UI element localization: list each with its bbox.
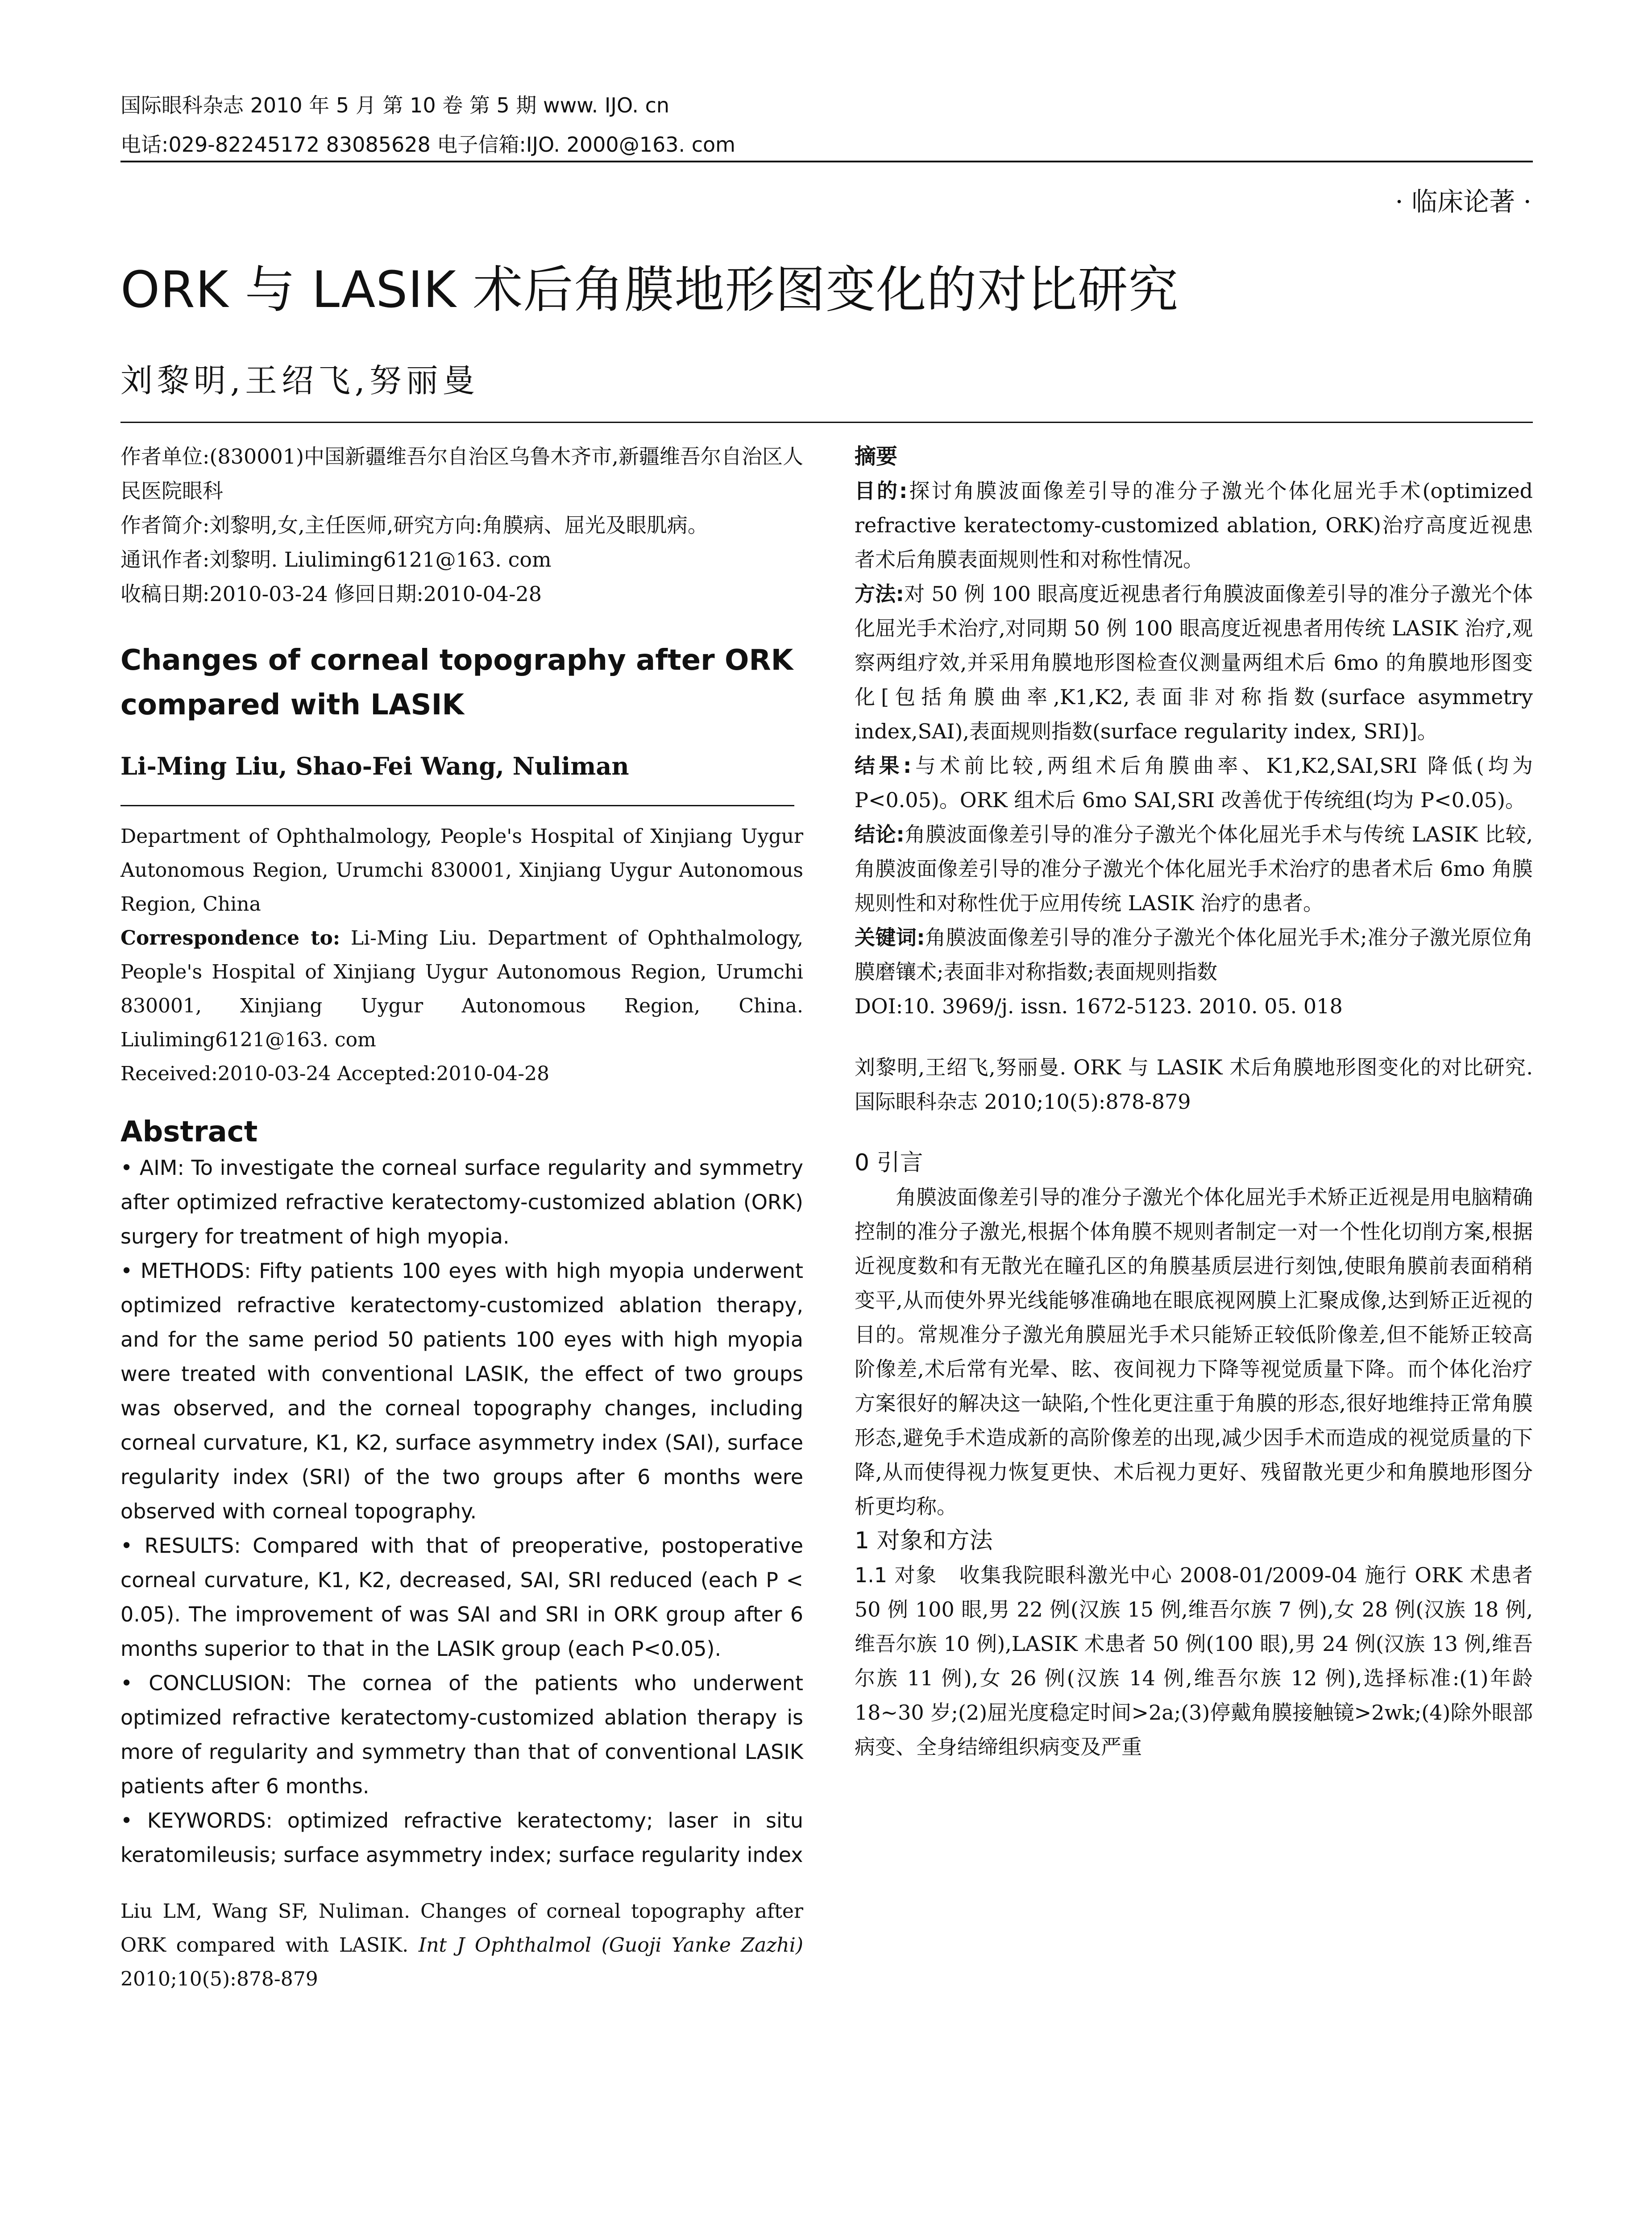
- english-citation: [120, 1895, 803, 1996]
- cn-abstract-conclusion: [855, 817, 1533, 921]
- title-rule: [120, 422, 1533, 423]
- abstract-methods: • METHODS: Fifty patients 100 eyes with high myopia underwent optimized refractive keratectomy-customized ablation therapy, and for the same period 50 patients 100 eyes with high myopia were treated with conventional LASIK, the effect of two groups was observed, and the corneal topography changes, including corneal curvature, K1, K2, surface asymmetry index (SAI), surface regularity index (SRI) of the two groups after 6 months were observed with corneal topography.: [120, 1259, 803, 1523]
- english-affiliation: Department of Ophthalmology, People's Hospital of Xinjiang Uygur Autonomous Region, Urumchi 830001, Xinjiang Uygur Autonomous Region, China: [120, 825, 803, 916]
- subsection-text: 收集我院眼科激光中心 2008-01/2009-04 施行 ORK 术患者 50 例 100 眼,男 22 例(汉族 15 例,维吾尔族 7 例),女 28 例(汉族 18 例,维吾尔族 10 例),LASIK 术患者 50 例(100 眼),男 24 例(汉族 13 例,维吾尔族 11 例),女 26 例(汉族 14 例,维吾尔族 12 例),选择标准:(1)年龄 18~30 岁;(2)屈光度稳定时间>2a;(3)停戴角膜接触镜>2wk;(4)除外眼部病变、全身结缔组织病变及严重: [855, 1563, 1533, 1759]
- intro-paragraph: 角膜波面像差引导的准分子激光个体化屈光手术矫正近视是用电脑精确控制的准分子激光,根据个体角膜不规则者制定一对一个性化切削方案,根据近视度数和有无散光在瞳孔区的角膜基质层进行刻蚀,使眼角膜前表面稍稍变平,从而使外界光线能够准确地在眼底视网膜上汇聚成像,达到矫正近视的目的。常规准分子激光角膜屈光手术只能矫正较低阶像差,但不能矫正较高阶像差,术后常有光晕、眩、夜间视力下降等视觉质量下降。而个体化治疗方案很好的解决这一缺陷,个性化更注重于角膜的形态,很好地维持正常角膜形态,避免手术造成新的高阶像差的出现,减少因手术而造成的视觉质量的下降,从而使得视力恢复更快、术后视力更好、残留散光更少和角膜地形图分析更均称。: [855, 1185, 1533, 1518]
- correspondence-label: Correspondence to:: [120, 927, 340, 950]
- right-column: [855, 440, 1533, 1764]
- abstract-heading: Abstract: [120, 1116, 258, 1149]
- intro-heading: 0 引言: [855, 1149, 923, 1176]
- correspondence: [120, 921, 803, 1057]
- subsection-label: 1.1 对象: [855, 1563, 938, 1587]
- en-authors-rule: [120, 805, 794, 806]
- author-bio: 作者简介:刘黎明,女,主任医师,研究方向:角膜病、屈光及眼肌病。: [120, 513, 708, 537]
- citation-authors-title: Liu LM, Wang SF, Nuliman. Changes of corneal topography after ORK compared with LASIK.: [120, 1900, 803, 1957]
- section-tag: · 临床论著 ·: [1395, 187, 1532, 217]
- cn-methods-label: 方法:: [855, 582, 904, 606]
- cn-conclusion-label: 结论:: [855, 822, 905, 846]
- chinese-authors: 刘黎明,王绍飞,努丽曼: [120, 362, 479, 399]
- cn-keywords-text: 角膜波面像差引导的准分子激光个体化屈光手术;准分子激光原位角膜磨镶术;表面非对称指数;表面规则指数: [855, 925, 1533, 984]
- received-dates-cn: 收稿日期:2010-03-24 修回日期:2010-04-28: [120, 582, 542, 606]
- methods-heading: 1 对象和方法: [855, 1527, 993, 1554]
- cn-methods-text: 对 50 例 100 眼高度近视患者行角膜波面像差引导的准分子激光个体化屈光手术治疗,对同期 50 例 100 眼高度近视患者用传统 LASIK 治疗,观察两组疗效,并采用角膜地形图检查仪测量两组术后 6mo 的角膜地形图变化[包括角膜曲率,K1,K2,表面非对称指数(surface asymmetry index,SAI),表面规则指数(surface regularity index, SRI)]。: [855, 582, 1533, 743]
- cn-abstract-methods: [855, 577, 1533, 749]
- abstract-keywords: • KEYWORDS: optimized refractive keratectomy; laser in situ keratomileusis; surface asymmetry index; surface regularity index: [120, 1808, 803, 1867]
- citation-journal: Int J Ophthalmol (Guoji Yanke Zazhi): [418, 1934, 803, 1957]
- cn-conclusion-text: 角膜波面像差引导的准分子激光个体化屈光手术与传统 LASIK 比较,角膜波面像差引导的准分子激光个体化屈光手术治疗的患者术后 6mo 角膜规则性和对称性优于应用传统 LASIK 治疗的患者。: [855, 822, 1533, 915]
- correspondence-text: Li-Ming Liu. Department of Ophthalmology, People's Hospital of Xinjiang Uygur Autonomous Region, Urumchi 830001, Xinjiang Uygur Autonomous Region, China. Liuliming6121@163. com: [120, 927, 803, 1051]
- article-title: ORK 与 LASIK 术后角膜地形图变化的对比研究: [120, 261, 1179, 319]
- left-column: [120, 440, 803, 1996]
- abstract-conclusion: • CONCLUSION: The cornea of the patients who underwent optimized refractive keratectomy-customized ablation therapy is more of regularity and symmetry than that of conventional LASIK patients after 6 months.: [120, 1671, 803, 1798]
- journal-header-line2: 电话:029-82245172 83085628 电子信箱:IJO. 2000@163. com: [120, 133, 735, 157]
- english-authors: Li-Ming Liu, Shao-Fei Wang, Nuliman: [120, 752, 629, 780]
- journal-header-line1: 国际眼科杂志 2010 年 5 月 第 10 卷 第 5 期 www. IJO. cn: [120, 93, 670, 117]
- cn-citation: 刘黎明,王绍飞,努丽曼. ORK 与 LASIK 术后角膜地形图变化的对比研究. 国际眼科杂志 2010;10(5):878-879: [855, 1055, 1533, 1114]
- cn-aim-text: 探讨角膜波面像差引导的准分子激光个体化屈光手术(optimized refractive keratectomy-customized ablation, ORK)治疗高度近视患者术后角膜表面规则性和对称性情况。: [855, 479, 1533, 572]
- cn-abstract-heading: 摘要: [855, 444, 898, 469]
- abstract-results: • RESULTS: Compared with that of preoperative, postoperative corneal curvature, K1, K2, decreased, SAI, SRI reduced (each P < 0.05). The improvement of was SAI and SRI in ORK group after 6 months superior to that in the LASIK group (each P<0.05).: [120, 1534, 803, 1661]
- cn-keywords-label: 关键词:: [855, 925, 925, 950]
- subjects-paragraph: [855, 1558, 1533, 1764]
- cn-results-label: 结果:: [855, 754, 912, 778]
- english-title: Changes of corneal topography after ORK compared with LASIK: [120, 644, 793, 722]
- cn-abstract-aim: [855, 474, 1533, 577]
- doi: DOI:10. 3969/j. issn. 1672-5123. 2010. 05. 018: [855, 994, 1343, 1018]
- corresponding-author: 通讯作者:刘黎明. Liuliming6121@163. com: [120, 547, 552, 572]
- cn-results-text: 与术前比较,两组术后角膜曲率、K1,K2,SAI,SRI 降低(均为 P<0.05)。ORK 组术后 6mo SAI,SRI 改善优于传统组(均为 P<0.05)。: [855, 754, 1533, 812]
- header-rule: [120, 161, 1533, 162]
- cn-abstract-results: [855, 749, 1533, 817]
- cn-abstract-keywords: [855, 921, 1533, 989]
- citation-volume: 2010;10(5):878-879: [120, 1968, 318, 1990]
- author-affiliation: 作者单位:(830001)中国新疆维吾尔自治区乌鲁木齐市,新疆维吾尔自治区人民医院眼科: [120, 444, 803, 503]
- abstract-aim: • AIM: To investigate the corneal surface regularity and symmetry after optimized refractive keratectomy-customized ablation (ORK) surgery for treatment of high myopia.: [120, 1156, 803, 1248]
- received-dates-en: Received:2010-03-24 Accepted:2010-04-28: [120, 1062, 550, 1085]
- cn-aim-label: 目的:: [855, 479, 908, 503]
